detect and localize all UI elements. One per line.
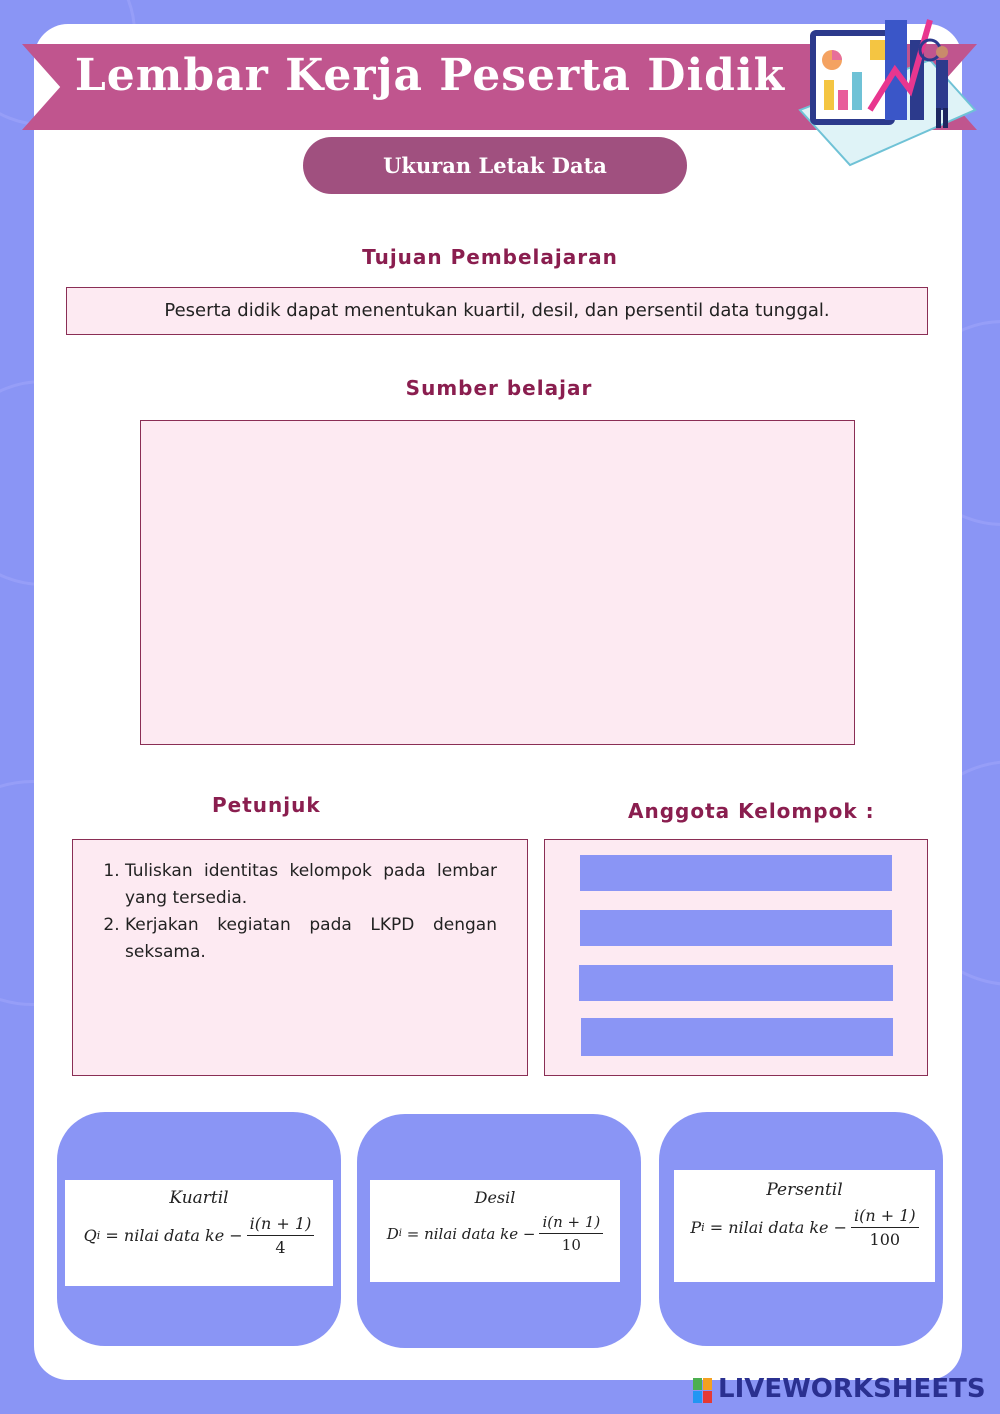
persentil-subscript: i	[701, 1221, 705, 1234]
subtitle-pill: Ukuran Letak Data	[303, 137, 687, 194]
liveworksheets-logo-icon	[693, 1378, 713, 1404]
desil-denominator: 10	[561, 1236, 581, 1254]
persentil-numerator: i(n + 1)	[851, 1206, 919, 1228]
persentil-denominator: 100	[869, 1230, 901, 1249]
source-heading: Sumber belajar	[405, 376, 593, 400]
kuartil-numerator: i(n + 1)	[247, 1214, 315, 1236]
data-analysis-illustration-icon	[780, 0, 980, 180]
member-name-input-4[interactable]	[581, 1018, 893, 1056]
persentil-formula	[674, 1206, 935, 1249]
persentil-title: Persentil	[766, 1180, 843, 1200]
desil-numerator: i(n + 1)	[539, 1213, 603, 1234]
desil-formula	[370, 1213, 620, 1254]
instructions-box	[72, 839, 528, 1076]
liveworksheets-brand[interactable]: LIVEWORKSHEETS	[718, 1374, 986, 1404]
page-title: Lembar Kerja Peserta Didik	[74, 50, 786, 101]
persentil-expression: = nilai data ke −	[709, 1218, 847, 1237]
instructions-heading: Petunjuk	[212, 793, 321, 817]
member-name-input-1[interactable]	[580, 855, 892, 891]
desil-symbol: D	[386, 1224, 399, 1243]
kuartil-fraction	[247, 1214, 315, 1257]
persentil-symbol: P	[690, 1218, 702, 1237]
kuartil-formula-panel	[65, 1180, 333, 1286]
instruction-item: 1. Tuliskan identitas kelompok pada lembar yang tersedia.	[125, 858, 497, 912]
goal-heading: Tujuan Pembelajaran	[362, 245, 618, 269]
goal-text: Peserta didik dapat menentukan kuartil, desil, dan persentil data tunggal.	[164, 300, 830, 321]
desil-title: Desil	[474, 1188, 516, 1207]
kuartil-expression: = nilai data ke −	[105, 1226, 243, 1245]
member-name-input-3[interactable]	[579, 965, 893, 1001]
desil-fraction	[539, 1213, 603, 1254]
kuartil-denominator: 4	[275, 1238, 286, 1257]
instruction-item: 2. Kerjakan kegiatan pada LKPD dengan seksama.	[125, 912, 497, 966]
member-name-input-2[interactable]	[580, 910, 892, 946]
group-heading: Anggota Kelompok :	[628, 799, 875, 823]
kuartil-formula	[65, 1214, 333, 1257]
persentil-formula-panel	[674, 1170, 935, 1282]
kuartil-title: Kuartil	[169, 1188, 229, 1208]
desil-subscript: i	[398, 1228, 402, 1239]
kuartil-symbol: Q	[83, 1226, 97, 1245]
instructions-list	[73, 840, 527, 966]
persentil-fraction	[851, 1206, 919, 1249]
desil-formula-panel	[370, 1180, 620, 1282]
learning-source-box[interactable]	[140, 420, 855, 745]
desil-expression: = nilai data ke −	[406, 1224, 536, 1243]
goal-box	[66, 287, 928, 335]
kuartil-subscript: i	[96, 1229, 101, 1242]
